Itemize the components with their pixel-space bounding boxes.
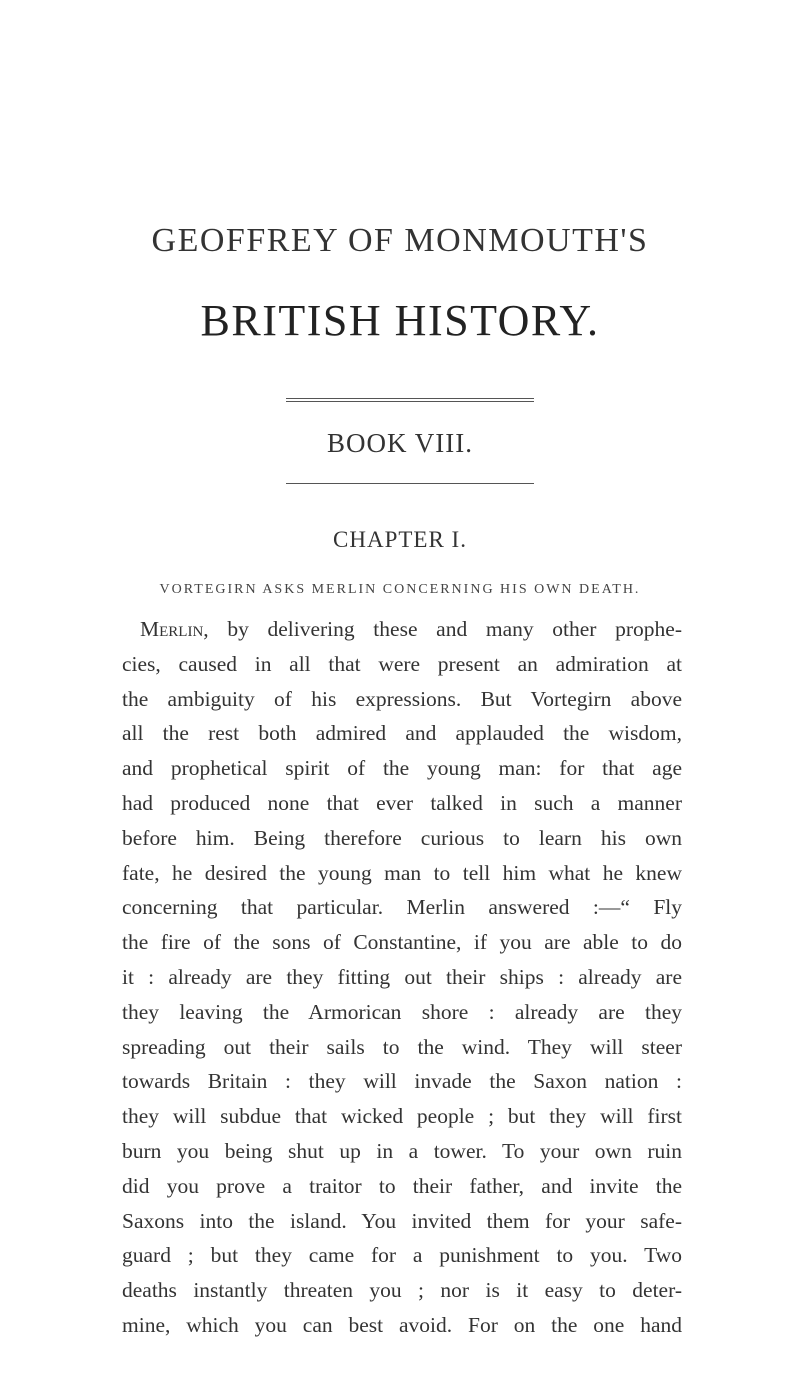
double-rule-top xyxy=(286,398,534,399)
text-line: they leaving the Armorican shore : already are they xyxy=(122,999,682,1024)
double-rule-bottom xyxy=(286,401,534,402)
text-line: Merlin, by delivering these and many other prophe- xyxy=(140,617,682,641)
text-line: they will subdue that wicked people ; but they will first xyxy=(122,1104,682,1129)
text-line: towards Britain : they will invade the Saxon nation : xyxy=(122,1069,682,1094)
text-line: the fire of the sons of Constantine, if you are able to do xyxy=(122,930,682,955)
text-line: deaths instantly threaten you ; nor is it easy to deter- xyxy=(122,1278,682,1303)
text-line: before him. Being therefore curious to learn his own xyxy=(122,825,682,850)
text-line: and prophetical spirit of the young man: for that age xyxy=(122,756,682,781)
text-line: it : already are they fitting out their ships : already are xyxy=(122,964,682,989)
text-line: cies, caused in all that were present an admiration at xyxy=(122,651,682,676)
text-line: fate, he desired the young man to tell him what he knew xyxy=(122,860,682,885)
chapter-body xyxy=(122,612,682,1343)
lead-word: Merlin xyxy=(140,617,204,641)
text-line: mine, which you can best avoid. For on the one hand xyxy=(122,1312,682,1337)
text-line: concerning that particular. Merlin answered :—“ Fly xyxy=(122,895,682,920)
text-line: Saxons into the island. You invited them for your safe- xyxy=(122,1208,682,1233)
text-line: had produced none that ever talked in such a manner xyxy=(122,790,682,815)
text-line: guard ; but they came for a punishment to you. Two xyxy=(122,1243,682,1268)
book-heading: BOOK VIII. xyxy=(327,428,473,458)
main-title: BRITISH HISTORY. xyxy=(200,296,600,345)
text-line: all the rest both admired and applauded the wisdom, xyxy=(122,721,682,746)
text-line: burn you being shut up in a tower. To your own ruin xyxy=(122,1138,682,1163)
chapter-heading: CHAPTER I. xyxy=(333,527,467,552)
chapter-subtitle: VORTEGIRN ASKS MERLIN CONCERNING HIS OWN DEATH. xyxy=(159,582,641,597)
text-line: did you prove a traitor to their father, and invite the xyxy=(122,1173,682,1198)
running-title: GEOFFREY OF MONMOUTH'S xyxy=(151,222,649,259)
text-line: the ambiguity of his expressions. But Vortegirn above xyxy=(122,686,682,711)
text-line: spreading out their sails to the wind. They will steer xyxy=(122,1034,682,1059)
single-rule xyxy=(286,483,534,484)
